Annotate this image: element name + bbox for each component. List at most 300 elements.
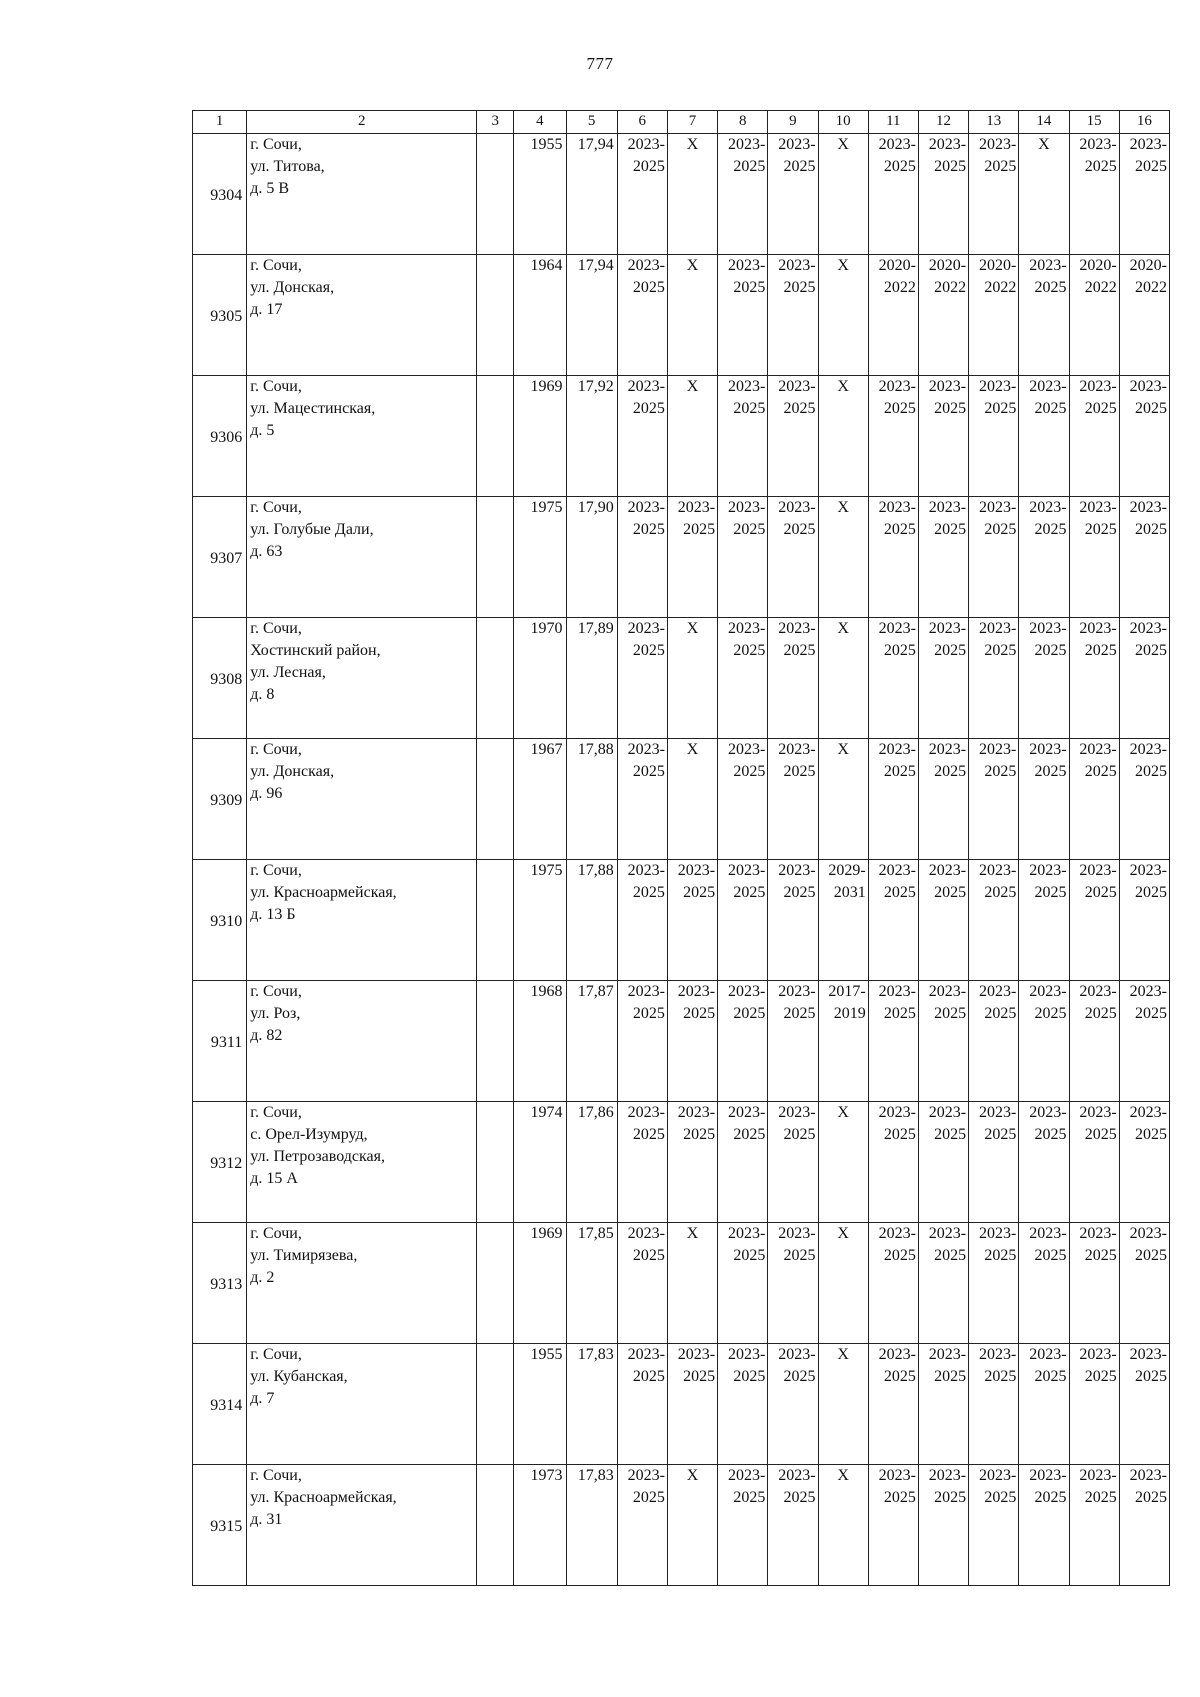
period-line: 2023- [878, 620, 916, 637]
period-line: 2025 [1135, 521, 1167, 538]
value-cell: 17,88 [566, 860, 617, 981]
period-line: 2025 [883, 158, 916, 175]
period-cell [969, 1465, 1019, 1586]
period-line: 2023- [928, 1225, 967, 1242]
period-line: 2029- [828, 862, 866, 879]
period-line: 2023- [1029, 1225, 1067, 1242]
period-line: 2022 [883, 279, 916, 296]
period-cell [667, 981, 717, 1102]
period-line: 2025 [1135, 884, 1167, 901]
not-applicable-mark: X [818, 1102, 868, 1223]
address-cell [247, 255, 477, 376]
value-cell: 17,89 [566, 618, 617, 739]
period-line: 2025 [883, 763, 916, 780]
column-header-6: 6 [617, 111, 667, 134]
period-cell [1019, 376, 1069, 497]
period-line: 2023- [1129, 983, 1167, 1000]
period-line: 2023- [778, 136, 816, 153]
period-line: 2025 [632, 158, 665, 175]
period-line: 2023- [778, 741, 816, 758]
period-line: 2025 [934, 1126, 967, 1143]
period-cell [768, 376, 818, 497]
period-cell [768, 1223, 818, 1344]
address-line: г. Сочи, [250, 1346, 302, 1363]
period-cell [667, 497, 717, 618]
period-line: 2025 [984, 158, 1017, 175]
address-cell [247, 134, 477, 255]
period-line: 2023- [1079, 1467, 1117, 1484]
column-header-14: 14 [1019, 111, 1069, 134]
table-row [193, 981, 1170, 1102]
not-applicable-mark: X [667, 1465, 717, 1586]
period-cell [1119, 134, 1169, 255]
address-line: г. Сочи, [250, 862, 302, 879]
period-line: 2025 [733, 400, 766, 417]
period-line: 2022 [1135, 279, 1167, 296]
period-line: 2025 [683, 884, 716, 901]
not-applicable-mark: X [818, 497, 868, 618]
period-cell [1019, 497, 1069, 618]
address-line: с. Орел-Изумруд, [250, 1126, 368, 1143]
period-line: 2025 [984, 521, 1017, 538]
period-cell [969, 860, 1019, 981]
address-line: г. Сочи, [250, 620, 302, 637]
column-header-2: 2 [247, 111, 477, 134]
period-line: 2023- [778, 1346, 816, 1363]
period-line: 2023- [1079, 378, 1117, 395]
column-header-15: 15 [1069, 111, 1119, 134]
table-row [193, 134, 1170, 255]
period-line: 2023- [627, 499, 665, 516]
period-cell [969, 618, 1019, 739]
period-cell [868, 1344, 918, 1465]
period-line: 2025 [683, 1368, 716, 1385]
column-3-cell [477, 981, 514, 1102]
period-cell [1069, 497, 1119, 618]
period-line: 2025 [934, 521, 967, 538]
period-line: 2023- [778, 499, 816, 516]
period-line: 2025 [733, 763, 766, 780]
period-line: 2023- [928, 136, 967, 153]
address-line: г. Сочи, [250, 1225, 302, 1242]
period-line: 2023- [627, 983, 665, 1000]
period-line: 2023- [878, 1225, 916, 1242]
period-cell [1119, 981, 1169, 1102]
period-line: 2023- [1029, 1346, 1067, 1363]
period-line: 2023- [1029, 499, 1067, 516]
period-line: 2025 [1084, 642, 1117, 659]
period-line: 2025 [733, 1005, 766, 1022]
period-cell [1069, 1344, 1119, 1465]
period-cell [1069, 134, 1119, 255]
period-line: 2023- [928, 499, 967, 516]
period-line: 2023- [979, 862, 1017, 879]
period-line: 2023- [627, 136, 665, 153]
period-cell [918, 134, 968, 255]
address-line: ул. Лесная, [250, 664, 326, 681]
column-3-cell [477, 1465, 514, 1586]
period-line: 2023- [1079, 136, 1117, 153]
period-line: 2025 [632, 763, 665, 780]
period-cell [667, 1102, 717, 1223]
row-number: 9315 [193, 1465, 247, 1586]
period-cell [718, 376, 768, 497]
period-line: 2025 [1034, 1368, 1067, 1385]
period-line: 2023- [1129, 620, 1167, 637]
period-cell [1019, 1465, 1069, 1586]
period-line: 2025 [1034, 521, 1067, 538]
period-line: 2023- [1029, 741, 1067, 758]
period-line: 2023- [979, 983, 1017, 1000]
address-line: ул. Тимирязева, [250, 1247, 358, 1264]
period-line: 2023- [928, 862, 967, 879]
period-line: 2023- [727, 257, 766, 274]
period-line: 2023- [1129, 499, 1167, 516]
period-line: 2023- [1129, 378, 1167, 395]
period-line: 2025 [733, 158, 766, 175]
table-row [193, 255, 1170, 376]
period-line: 2023- [727, 136, 766, 153]
period-line: 2025 [883, 1489, 916, 1506]
address-line: ул. Красноармейская, [250, 1489, 397, 1506]
period-line: 2025 [934, 1005, 967, 1022]
period-line: 2023- [1029, 1467, 1067, 1484]
period-line: 2022 [934, 279, 967, 296]
period-cell [617, 134, 667, 255]
period-cell [718, 1344, 768, 1465]
table-row [193, 860, 1170, 981]
column-header-4: 4 [514, 111, 566, 134]
period-line: 2025 [883, 884, 916, 901]
address-line: д. 8 [250, 686, 275, 703]
column-3-cell [477, 1102, 514, 1223]
not-applicable-mark: X [667, 376, 717, 497]
address-cell [247, 860, 477, 981]
period-line: 2023- [878, 1346, 916, 1363]
period-line: 2025 [683, 1126, 716, 1143]
period-line: 2025 [733, 1247, 766, 1264]
period-line: 2025 [632, 642, 665, 659]
address-cell [247, 1465, 477, 1586]
period-line: 2023- [1029, 862, 1067, 879]
period-cell [969, 376, 1019, 497]
row-number: 9314 [193, 1344, 247, 1465]
period-line: 2023- [727, 1225, 766, 1242]
address-line: ул. Донская, [250, 279, 335, 296]
value-cell: 17,83 [566, 1344, 617, 1465]
period-cell [868, 497, 918, 618]
period-line: 2023- [928, 1467, 967, 1484]
not-applicable-mark: X [667, 1223, 717, 1344]
address-line: Хостинский район, [250, 642, 381, 659]
table-row [193, 618, 1170, 739]
period-line: 2023- [677, 983, 716, 1000]
period-line: 2025 [1084, 884, 1117, 901]
period-line: 2023- [627, 257, 665, 274]
period-line: 2025 [1034, 1247, 1067, 1264]
period-line: 2023- [1029, 257, 1067, 274]
period-cell [768, 981, 818, 1102]
period-cell [667, 860, 717, 981]
period-line: 2023- [928, 741, 967, 758]
period-cell [768, 618, 818, 739]
period-line: 2023- [778, 378, 816, 395]
period-line: 2023- [928, 1346, 967, 1363]
table-row [193, 1465, 1170, 1586]
period-line: 2023- [727, 983, 766, 1000]
period-line: 2025 [1135, 400, 1167, 417]
column-header-8: 8 [718, 111, 768, 134]
year-cell: 1969 [514, 1223, 566, 1344]
period-cell [617, 860, 667, 981]
period-line: 2023- [1079, 862, 1117, 879]
page-number: 777 [586, 54, 614, 73]
period-cell [1069, 618, 1119, 739]
period-cell [617, 255, 667, 376]
period-cell [1119, 497, 1169, 618]
value-cell: 17,83 [566, 1465, 617, 1586]
period-cell [868, 134, 918, 255]
address-cell [247, 739, 477, 860]
period-cell [768, 1102, 818, 1223]
period-cell [969, 497, 1019, 618]
period-line: 2022 [1084, 279, 1117, 296]
period-cell [617, 1465, 667, 1586]
period-line: 2023- [627, 1225, 665, 1242]
row-number: 9305 [193, 255, 247, 376]
period-line: 2025 [632, 1247, 665, 1264]
period-cell [718, 1465, 768, 1586]
period-line: 2025 [1135, 1368, 1167, 1385]
period-line: 2023- [1129, 1104, 1167, 1121]
period-line: 2023- [979, 136, 1017, 153]
period-line: 2025 [783, 1126, 816, 1143]
period-cell [868, 618, 918, 739]
period-line: 2025 [1135, 1489, 1167, 1506]
not-applicable-mark: X [667, 255, 717, 376]
address-cell [247, 497, 477, 618]
period-line: 2023- [928, 620, 967, 637]
period-cell [617, 1102, 667, 1223]
period-line: 2025 [783, 1005, 816, 1022]
period-line: 2023- [878, 983, 916, 1000]
period-line: 2025 [733, 642, 766, 659]
period-line: 2023- [878, 862, 916, 879]
address-line: г. Сочи, [250, 1104, 302, 1121]
period-line: 2025 [1034, 1489, 1067, 1506]
period-cell [868, 1223, 918, 1344]
address-line: ул. Мацестинская, [250, 400, 376, 417]
period-cell [718, 1223, 768, 1344]
column-3-cell [477, 376, 514, 497]
column-header-9: 9 [768, 111, 818, 134]
column-header-13: 13 [969, 111, 1019, 134]
address-line: г. Сочи, [250, 257, 302, 274]
period-line: 2023- [1079, 1225, 1117, 1242]
period-line: 2023- [1079, 499, 1117, 516]
period-line: 2025 [883, 1126, 916, 1143]
period-line: 2023- [1029, 983, 1067, 1000]
period-line: 2025 [783, 1247, 816, 1264]
period-line: 2025 [683, 1005, 716, 1022]
period-line: 2020- [1129, 257, 1167, 274]
address-line: д. 96 [250, 785, 283, 802]
period-line: 2025 [1135, 763, 1167, 780]
period-line: 2025 [733, 521, 766, 538]
period-line: 2031 [833, 884, 866, 901]
period-cell [1019, 1223, 1069, 1344]
not-applicable-mark: X [818, 1344, 868, 1465]
period-line: 2025 [984, 642, 1017, 659]
period-line: 2025 [1084, 1368, 1117, 1385]
not-applicable-mark: X [667, 134, 717, 255]
address-line: г. Сочи, [250, 378, 302, 395]
period-cell [1069, 1102, 1119, 1223]
year-cell: 1968 [514, 981, 566, 1102]
period-line: 2025 [733, 884, 766, 901]
row-number: 9312 [193, 1102, 247, 1223]
not-applicable-mark: X [818, 1223, 868, 1344]
period-cell [768, 255, 818, 376]
period-line: 2025 [1084, 521, 1117, 538]
address-line: д. 13 Б [250, 906, 296, 923]
period-cell [718, 1102, 768, 1223]
period-line: 2025 [934, 400, 967, 417]
address-line: ул. Титова, [250, 158, 325, 175]
period-cell [868, 255, 918, 376]
period-cell [617, 497, 667, 618]
period-line: 2025 [1084, 1247, 1117, 1264]
period-line: 2025 [1135, 1247, 1167, 1264]
address-line: д. 15 А [250, 1170, 298, 1187]
period-line: 2023- [1129, 862, 1167, 879]
row-number: 9310 [193, 860, 247, 981]
table-row [193, 376, 1170, 497]
table-row [193, 1102, 1170, 1223]
period-cell [918, 255, 968, 376]
period-line: 2025 [1084, 158, 1117, 175]
period-line: 2023- [627, 378, 665, 395]
period-line: 2023- [1079, 741, 1117, 758]
not-applicable-mark: X [1019, 134, 1069, 255]
period-line: 2023- [627, 862, 665, 879]
period-line: 2023- [727, 620, 766, 637]
period-line: 2025 [632, 884, 665, 901]
period-cell [868, 981, 918, 1102]
period-line: 2025 [783, 279, 816, 296]
period-cell [969, 1223, 1019, 1344]
period-line: 2025 [783, 1489, 816, 1506]
period-line: 2023- [778, 257, 816, 274]
period-line: 2025 [984, 884, 1017, 901]
period-line: 2023- [727, 862, 766, 879]
period-cell [818, 981, 868, 1102]
period-line: 2025 [1034, 1126, 1067, 1143]
address-line: г. Сочи, [250, 983, 302, 1000]
period-line: 2020- [1079, 257, 1117, 274]
column-3-cell [477, 1344, 514, 1465]
period-line: 2022 [984, 279, 1017, 296]
period-line: 2023- [979, 1225, 1017, 1242]
period-line: 2023- [627, 1346, 665, 1363]
period-line: 2023- [878, 1467, 916, 1484]
period-line: 2025 [984, 400, 1017, 417]
address-line: д. 63 [250, 543, 283, 560]
period-line: 2023- [928, 1104, 967, 1121]
period-cell [969, 739, 1019, 860]
period-cell [1069, 1465, 1119, 1586]
period-cell [969, 1344, 1019, 1465]
period-line: 2025 [632, 400, 665, 417]
not-applicable-mark: X [818, 376, 868, 497]
period-line: 2023- [677, 862, 716, 879]
period-line: 2023- [727, 499, 766, 516]
row-number: 9311 [193, 981, 247, 1102]
period-cell [1019, 981, 1069, 1102]
column-header-5: 5 [566, 111, 617, 134]
period-line: 2023- [627, 1104, 665, 1121]
period-line: 2025 [984, 763, 1017, 780]
period-cell [1019, 739, 1069, 860]
period-cell [768, 1344, 818, 1465]
address-line: д. 2 [250, 1269, 275, 1286]
address-line: г. Сочи, [250, 136, 302, 153]
period-cell [918, 860, 968, 981]
period-line: 2023- [878, 741, 916, 758]
period-cell [768, 1465, 818, 1586]
period-line: 2023- [878, 499, 916, 516]
housing-registry-table [192, 110, 1170, 1586]
row-number: 9308 [193, 618, 247, 739]
period-line: 2023- [727, 1104, 766, 1121]
period-line: 2023- [979, 378, 1017, 395]
period-line: 2025 [934, 642, 967, 659]
column-3-cell [477, 618, 514, 739]
period-line: 2023- [727, 1467, 766, 1484]
period-line: 2020- [878, 257, 916, 274]
table-body [193, 134, 1170, 1586]
period-line: 2025 [683, 521, 716, 538]
value-cell: 17,88 [566, 739, 617, 860]
column-header-3: 3 [477, 111, 514, 134]
period-line: 2023- [778, 862, 816, 879]
period-cell [868, 1102, 918, 1223]
address-cell [247, 376, 477, 497]
column-number-header-row [193, 111, 1170, 134]
period-line: 2023- [727, 741, 766, 758]
period-line: 2025 [1034, 400, 1067, 417]
period-line: 2023- [928, 983, 967, 1000]
period-line: 2023- [677, 1104, 716, 1121]
period-line: 2025 [733, 1489, 766, 1506]
period-cell [918, 1223, 968, 1344]
column-header-7: 7 [667, 111, 717, 134]
period-cell [1119, 860, 1169, 981]
period-line: 2025 [934, 1247, 967, 1264]
period-cell [1119, 1102, 1169, 1223]
period-cell [918, 739, 968, 860]
table-row [193, 1344, 1170, 1465]
period-line: 2025 [733, 279, 766, 296]
period-line: 2023- [778, 1225, 816, 1242]
not-applicable-mark: X [818, 134, 868, 255]
period-line: 2023- [1129, 741, 1167, 758]
address-cell [247, 981, 477, 1102]
period-line: 2023- [627, 620, 665, 637]
period-line: 2025 [632, 1489, 665, 1506]
period-line: 2023- [778, 1467, 816, 1484]
period-cell [768, 134, 818, 255]
